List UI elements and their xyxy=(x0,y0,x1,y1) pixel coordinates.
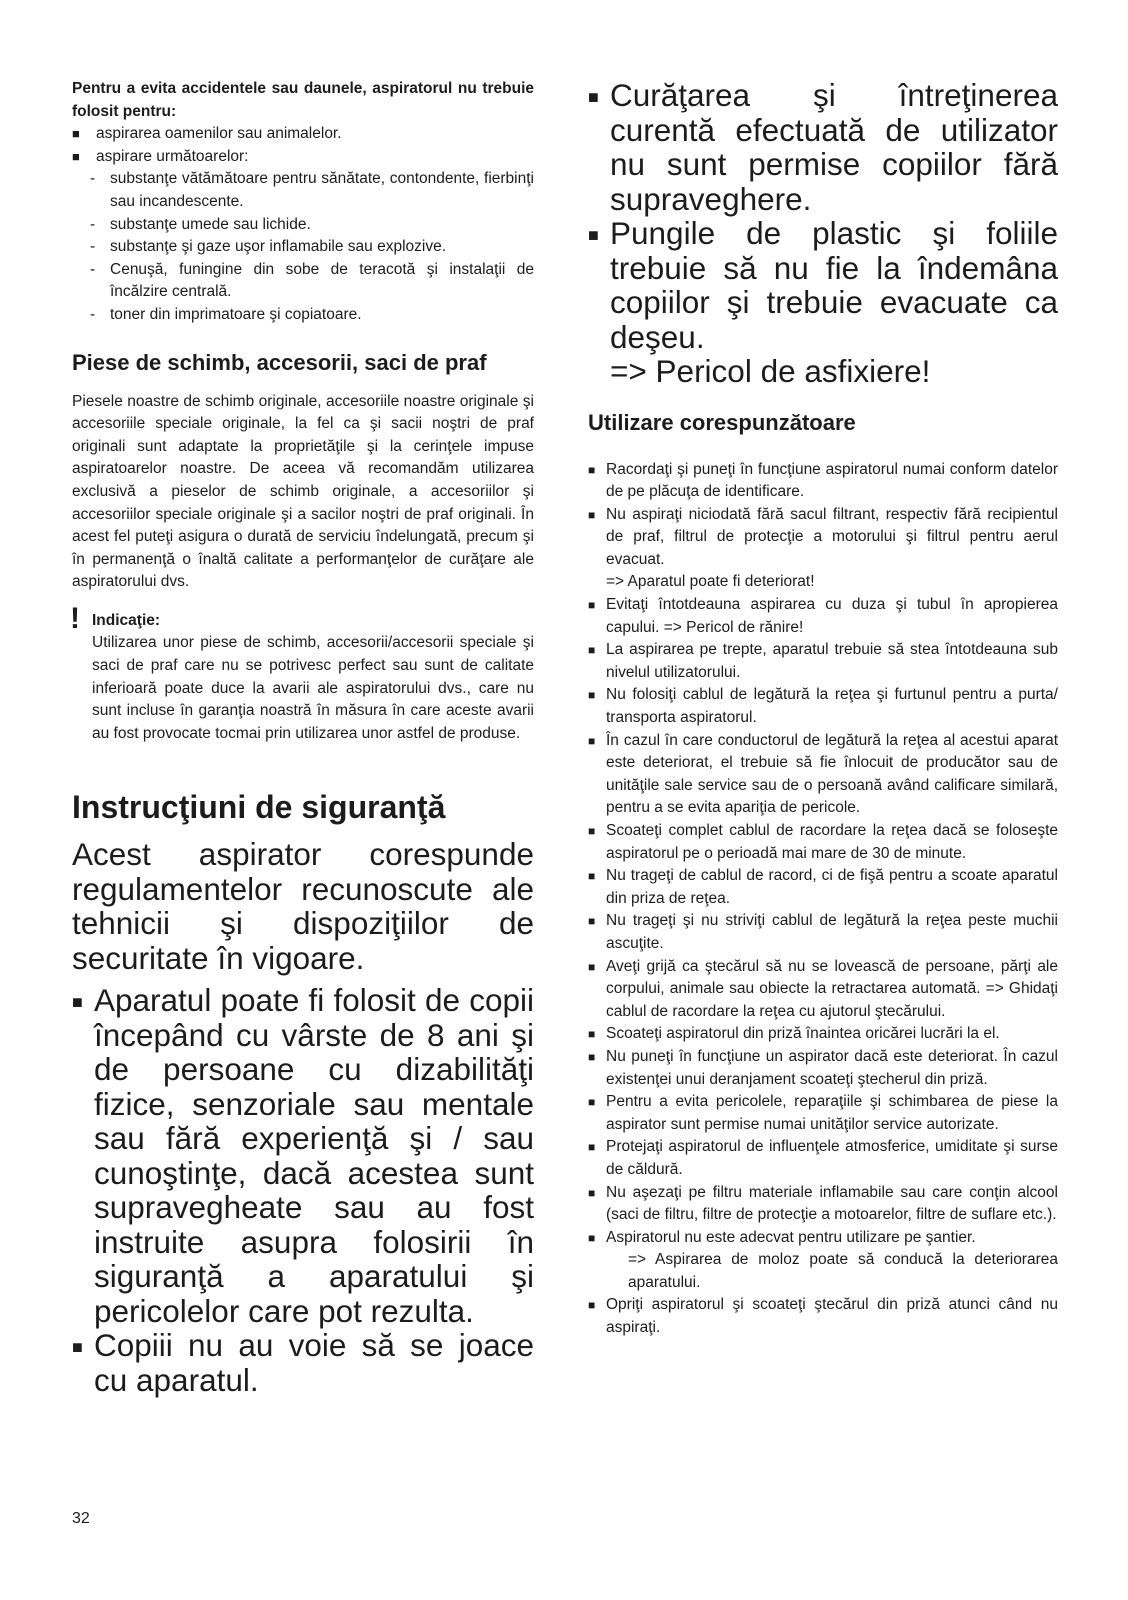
list-item: ■ Nu trageţi şi nu striviţi cablul de legătură la reţea peste muchii ascuţite. xyxy=(588,910,1058,955)
list-item: ■ Racordaţi şi puneţi în funcţiune aspiratorul numai conform datelor de pe plăcuţa de identificare. xyxy=(588,459,1058,504)
list-item xyxy=(588,216,1058,389)
list-item xyxy=(72,146,534,169)
list-item: ■ Copiii nu au voie să se joace cu aparatul. xyxy=(72,1328,534,1397)
hazard-note: => Pericol de asfixiere! xyxy=(610,353,931,389)
list-item: ■ Nu puneţi în funcţiune un aspirator dacă este deteriorat. În cazul existenţei unui deranjament scoateţi ştecherul din priză. xyxy=(588,1046,1058,1091)
list-item: ■ Aparatul poate fi folosit de copii începând cu vârste de 8 ani şi de persoane cu dizabilităţi fizice, senzoriale sau mentale sau fără experienţă şi / sau cunoştinţe, dacă acestea sunt supravegheate sau au fost instruite asupra folosirii în siguranţă a aparatului şi pericolelor care pot rezulta. xyxy=(72,983,534,1328)
safety-heading: Instrucţiuni de siguranţă xyxy=(72,789,446,826)
hazard-note: => Aspirarea de moloz poate să conducă la deteriorarea aparatului. xyxy=(628,1251,1058,1291)
list-item-text: Aspiratorul nu este adecvat pentru utilizare pe şantier. xyxy=(606,1228,976,1246)
list-item: ■ Pentru a evita pericolele, reparaţiile şi schimbarea de piese la aspirator sunt permise numai unităţilor service autorizate. xyxy=(588,1091,1058,1136)
list-item: ■ Nu aşezaţi pe filtru materiale inflamabile sau care conţin alcool (saci de filtru, filtre de protecţie a motoarelor, filtre de suflare etc.). xyxy=(588,1182,1058,1227)
parts-heading: Piese de schimb, accesorii, saci de praf xyxy=(72,349,487,375)
misuse-list xyxy=(72,123,534,168)
usage-list xyxy=(588,459,1058,1340)
warning-icon: ! xyxy=(70,601,80,635)
list-item: ■ Evitaţi întotdeauna aspirarea cu duza şi tubul în apropierea capului. => Pericol de rănire! xyxy=(588,594,1058,639)
left-column xyxy=(72,78,534,1397)
list-item: ■ Scoateţi aspiratorul din priză înaintea oricărei lucrări la el. xyxy=(588,1023,1058,1046)
note-text: Utilizarea unor piese de schimb, accesorii/accesorii speciale şi saci de praf care nu se potrivesc perfect sau sunt de calitate inferioară poate duce la avarii ale aspiratorului dvs., care nu sunt incluse în garanţia noastră în măsura în care aceste avarii au fost provocate tocmai prin utilizarea unor astfel de produse. xyxy=(92,634,534,742)
list-item: ■ În cazul în care conductorul de legătură la reţea al acestui aparat este deteriorat, el trebuie să fie înlocuit de producător sau de unităţile sale service sau de o persoană având calificare similară, pentru a se evita apariţia de pericole. xyxy=(588,730,1058,820)
page-number: 32 xyxy=(72,1510,90,1527)
list-item: - substanţe şi gaze uşor inflamabile sau explozive. xyxy=(88,236,534,259)
list-item-text: Nu aspiraţi niciodată fără sacul filtrant, respectiv fără recipientul de praf, filtrul de protecţie a motorului şi filtrul pentru aerul evacuat. xyxy=(606,505,1058,568)
list-item-label: aspirare următoarelor: xyxy=(96,147,249,165)
list-item: - substanţe vătămătoare pentru sănătate, contondente, fierbinţi sau incandescente. xyxy=(88,168,534,213)
list-item: ■ Opriţi aspiratorul şi scoateţi ştecărul din priză atunci când nu aspiraţi. xyxy=(588,1294,1058,1339)
list-item: ■ Protejaţi aspiratorul de influenţele atmosferice, umiditate şi surse de căldură. xyxy=(588,1136,1058,1181)
list-item: ■ La aspirarea pe trepte, aparatul trebuie să stea întotdeauna sub nivelul utilizatorului. xyxy=(588,639,1058,684)
note-block xyxy=(70,601,534,746)
list-item-text: Pungile de plastic şi foliile trebuie să nu fie la îndemâna copiilor şi trebuie evacuate ca deşeu. xyxy=(610,215,1058,355)
right-column xyxy=(588,78,1058,1340)
list-item: ■ Nu folosiţi cablul de legătură la reţea şi furtunul pentru a purta/ transporta aspiratorul. xyxy=(588,684,1058,729)
list-item: - Cenuşă, funingine din sobe de teracotă şi instalaţii de încălzire centrală. xyxy=(88,259,534,304)
list-item xyxy=(588,504,1058,594)
substances-list xyxy=(72,168,534,326)
list-item: ■ Curăţarea şi întreţinerea curentă efectuată de utilizator nu sunt permise copiilor fără supraveghere. xyxy=(588,78,1058,216)
list-item: - substanţe umede sau lichide. xyxy=(88,214,534,237)
hazard-note: => Aparatul poate fi deteriorat! xyxy=(606,573,815,591)
list-item: - toner din imprimatoare şi copiatoare. xyxy=(88,304,534,327)
intro-text: Pentru a evita accidentele sau daunele, aspiratorul nu trebuie folosit pentru: xyxy=(72,80,534,120)
parts-paragraph: Piesele noastre de schimb originale, accesoriile noastre originale şi accesoriile speciale originale, la fel ca şi sacii noştri de praf originali sunt adaptate la proprietăţile şi la cerinţele impuse aspiratoarelor noastre. De aceea vă recomandăm utilizarea exclusivă a pieselor de schimb originale, a accesoriilor şi accesoriilor speciale originale şi a sacilor noştri de praf originali. În acest fel puteţi asigura o durată de serviciu îndelungată, precum şi în permanenţă o înaltă calitate a performanţelor de curăţare ale aspiratorului dvs. xyxy=(72,392,534,591)
note-label: Indicaţie: xyxy=(92,611,161,629)
safety-intro: Acest aspirator corespunde regulamentelor recunoscute ale tehnicii şi dispoziţiilor de securitate în vigoare. xyxy=(72,836,534,976)
list-item: ■ Nu trageţi de cablul de racord, ci de fişă pentru a scoate aparatul din priza de reţea. xyxy=(588,865,1058,910)
list-item: ■ aspirarea oamenilor sau animalelor. xyxy=(72,123,534,146)
list-item: ■ Aveţi grijă ca ştecărul să nu se lovească de persoane, părţi ale corpului, animale sau obiecte la retractarea automată. => Ghidaţi cablul de racordare la reţea cu ajutorul ştecărului. xyxy=(588,956,1058,1024)
list-item xyxy=(588,1227,1058,1295)
children-list xyxy=(588,78,1058,389)
list-item: ■ Scoateţi complet cablul de racordare la reţea dacă se foloseşte aspiratorul pe o perioadă mai mare de 30 de minute. xyxy=(588,820,1058,865)
usage-heading: Utilizare corespunzătoare xyxy=(588,409,856,435)
safety-list xyxy=(72,983,534,1397)
